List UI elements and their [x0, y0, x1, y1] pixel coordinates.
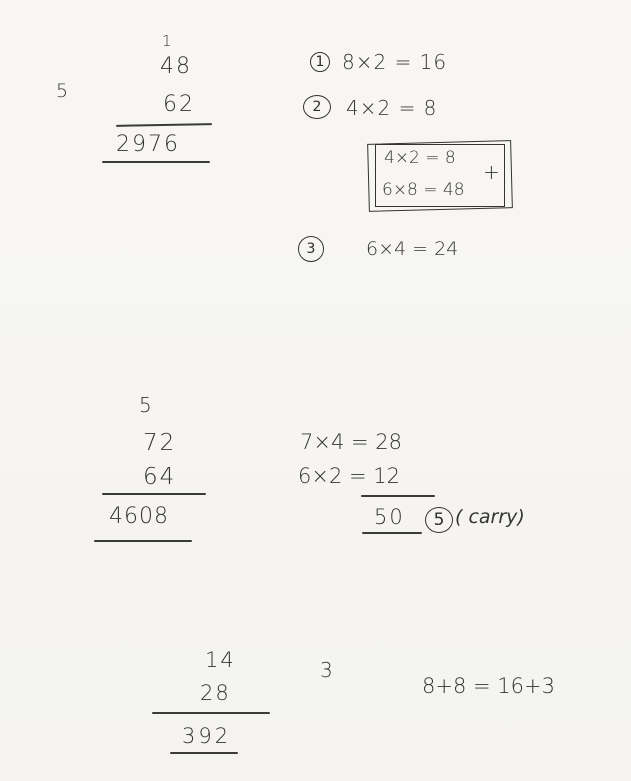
- rule-bottom: [170, 752, 238, 754]
- multiplicand: 14: [205, 648, 236, 672]
- multiplicand: 72: [143, 430, 177, 456]
- rule-top: [152, 712, 270, 714]
- box-line-2: 6×8 = 48: [382, 180, 465, 200]
- rule-top: [116, 123, 212, 126]
- step-1-text: 8×2 = 16: [342, 50, 448, 74]
- multiplier: 28: [200, 681, 231, 705]
- multiplier: 62: [163, 92, 195, 117]
- step-2-text: 4×2 = 8: [346, 96, 438, 120]
- rule-top: [102, 493, 206, 495]
- calc: 8+8 = 16+3: [422, 674, 555, 698]
- carry-digit: 5: [139, 393, 152, 417]
- calc-1: 7×4 = 28: [300, 430, 402, 454]
- rule-bottom: [94, 540, 192, 542]
- calc-2: 6×2 = 12: [298, 464, 400, 488]
- multiplicand: 48: [160, 54, 192, 79]
- sum: 50: [374, 505, 405, 529]
- step-3-text: 6×4 = 24: [366, 238, 459, 260]
- side-carry: 5: [56, 80, 69, 102]
- box-line-1: 4×2 = 8: [384, 148, 456, 168]
- multiplier: 64: [143, 464, 177, 490]
- plus-sign: +: [483, 160, 500, 184]
- product: 392: [182, 724, 232, 748]
- sum-underline: [362, 532, 422, 534]
- carry-note: ( carry): [455, 506, 525, 528]
- sum-rule: [361, 495, 435, 497]
- step-number-1: 1: [310, 52, 330, 72]
- side-carry: 3: [320, 658, 333, 682]
- rule-bottom: [102, 161, 210, 163]
- carry-circled: 5: [425, 507, 453, 533]
- product: 2976: [116, 132, 180, 157]
- step-number-2: 2: [303, 95, 331, 119]
- carry-digit: 1: [162, 32, 172, 50]
- product: 4608: [109, 504, 169, 529]
- step-number-3: 3: [298, 236, 324, 262]
